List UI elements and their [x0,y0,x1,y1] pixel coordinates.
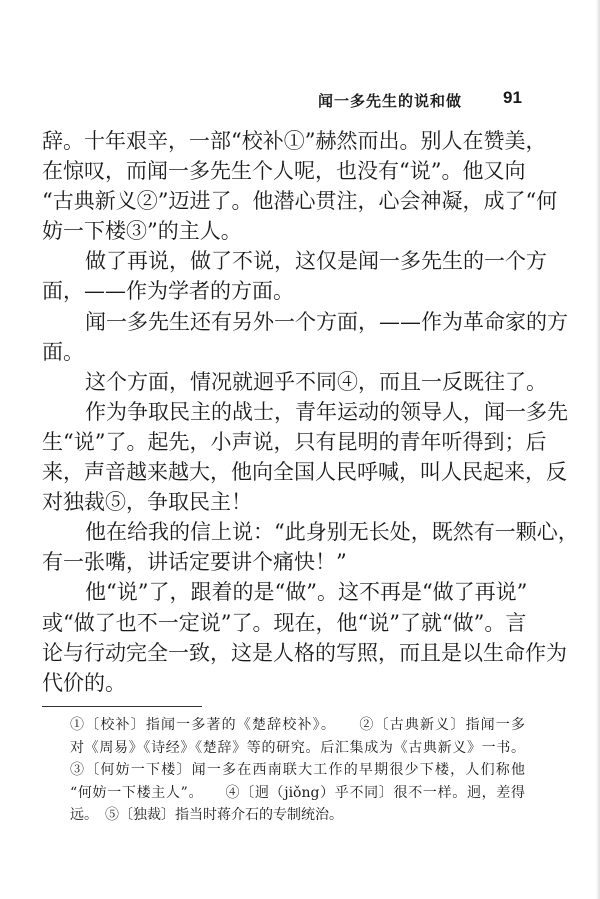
footnote-divider [42,706,202,707]
footnote-line: “何妨一下楼主人”。 ④〔迥（jiǒng）乎不同〕很不一样。迥，差得 [70,784,525,801]
text-line: 作为争取民主的战士，青年运动的领导人，闻一多先 [85,399,568,424]
footnote-line: ③〔何妨一下楼〕闻一多在西南联大工作的早期很少下楼，人们称他 [70,762,525,778]
text-line: 在惊叹，而闻一多先生个人呢，也没有“说”。他又向 [42,159,526,184]
text-line: 做了再说，做了不说，这仅是闻一多先生的一个方 [85,249,547,274]
text-line: 他“说”了，跟着的是“做”。这不再是“做了再说” [85,580,528,605]
text-line: 闻一多先生还有另外一个方面，——作为革命家的方 [85,309,568,334]
text-line: 对独裁⑤，争取民主！ [42,490,252,515]
body-text [42,126,579,698]
text-line: 有一张嘴，讲话定要讲个痛快！” [42,550,347,575]
text-line: 来，声音越来越大，他向全国人民呼喊，叫人民起来，反 [42,460,567,485]
running-header-title: 闻一多先生的说和做 [318,92,463,110]
text-line: 生“说”了。起先，小声说，只有昆明的青年听得到；后 [42,429,547,454]
page-edge-shadow [596,0,600,899]
text-line: 面。 [42,339,84,364]
text-line: 他在给我的信上说：“此身别无长处，既然有一颗心， [85,520,579,545]
footnote-line: 对《周易》《诗经》《楚辞》等的研究。后汇集成为《古典新义》一书。 [70,739,525,756]
text-line: 论与行动完全一致，这是人格的写照，而且是以生命作为 [42,640,567,665]
text-line: “古典新义②”迈进了。他潜心贯注，心会神凝，成了“何 [42,189,558,214]
page-number: 91 [503,88,522,107]
footnotes [70,714,525,827]
text-line: 辞。十年艰辛，一部“校补①”赫然而出。别人在赞美， [42,129,547,153]
text-line: 代价的。 [42,670,126,695]
text-line: 这个方面，情况就迥乎不同④，而且一反既往了。 [85,369,547,394]
footnote-line: ①〔校补〕指闻一多著的《楚辞校补》。 ②〔古典新义〕指闻一多 [70,717,525,733]
footnote-line: 远。 ⑤〔独裁〕指当时蒋介石的专制统治。 [70,807,343,823]
text-line: 面，——作为学者的方面。 [42,279,294,304]
text-line: 妨一下楼③”的主人。 [42,219,242,244]
text-line: 或“做了也不一定说”了。现在，他“说”了就“做”。言 [42,610,527,635]
